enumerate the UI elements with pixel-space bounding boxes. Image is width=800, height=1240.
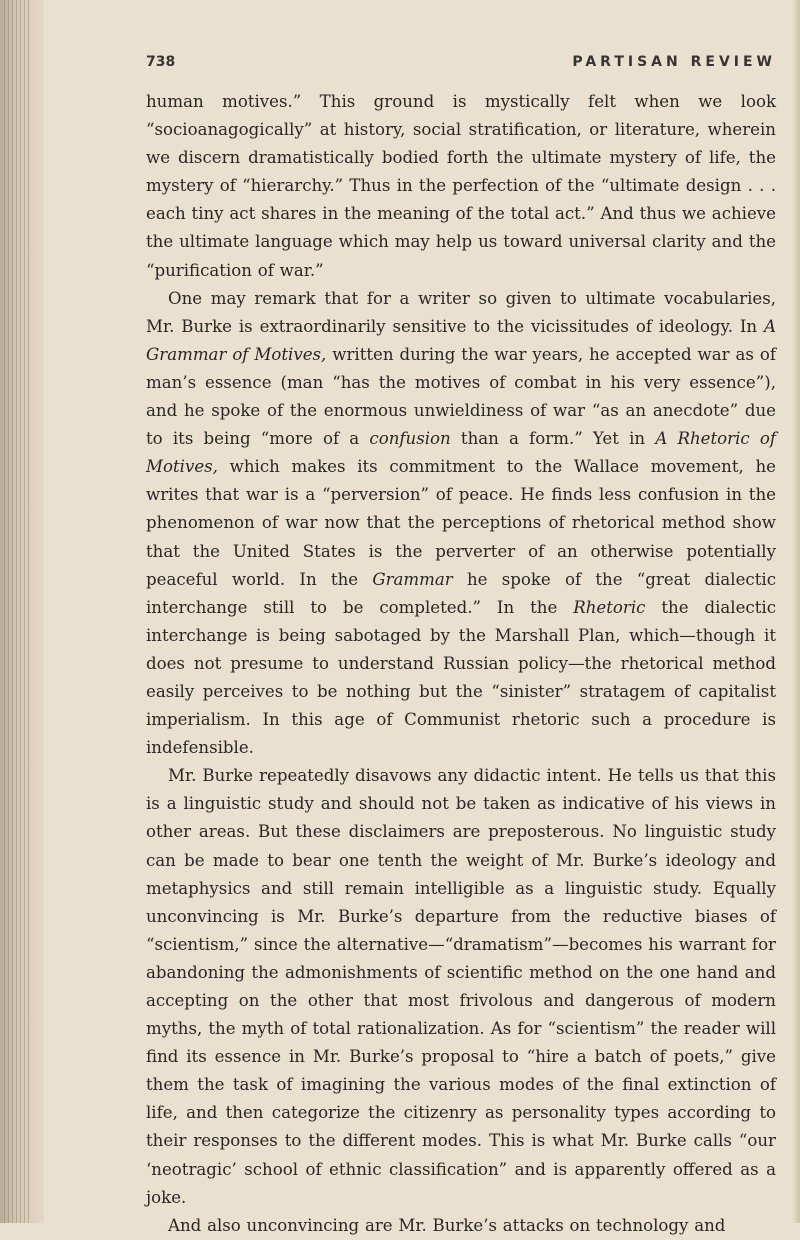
text-run: One may remark that for a writer so given to ultimate vocabularies, Mr. Burke is extraordinarily sensitive to the vicissitudes of ideology. In — [146, 288, 776, 336]
running-head — [146, 54, 776, 70]
text-run: he spoke of the “great dialectic interchange still to be completed.” In the — [146, 569, 776, 617]
text-run: written during the war years, he accepted war as of man’s essence (man “has the motives of combat in his very essence”), and he spoke of the enormous unwieldiness of war “as an anecdote” due to its being “more of a — [146, 344, 776, 449]
italic-title: Rhetoric — [573, 597, 646, 617]
text-run: which makes its commitment to the Wallace movement, he writes that war is a “perversion” of peace. He finds less confusion in the phenomenon of war now that the perceptions of rhetorical method show that the United States is the perverter of an otherwise potentially peaceful world. In the — [146, 457, 776, 589]
paragraph — [146, 1212, 776, 1240]
page-number: 738 — [146, 54, 176, 70]
italic-title: confusion — [369, 429, 451, 449]
paragraph — [146, 88, 776, 285]
text-run: the dialectic interchange is being sabotaged by the Marshall Plan, which—though it does not presume to understand Russian policy—the rhetorical method easily perceives to be nothing but the “sinister” stratagem of capitalist imperialism. In this age of Communist rhetoric such a procedure is indefensible. — [146, 597, 776, 758]
italic-title: Grammar — [372, 569, 453, 589]
italic-title: A Rhetoric of Motives, — [146, 429, 777, 477]
page-edge — [792, 0, 800, 1223]
body-text — [146, 88, 776, 1240]
binding-texture — [4, 0, 32, 1223]
italic-title: A Grammar of Motives, — [146, 316, 776, 364]
text-run: And also unconvincing are Mr. Burke’s attacks on technology and — [168, 1215, 726, 1235]
text-run: Mr. Burke repeatedly disavows any didactic intent. He tells us that this is a linguistic study and should not be taken as indicative of his views in other areas. But these disclaimers are preposterous. No linguistic study can be made to bear one tenth the weight of Mr. Burke’s ideology and metaphysics and still remain intelligible as a linguistic study. Equally unconvincing is Mr. Burke’s departure from the reductive biases of “scientism,” since the alternative—“dramatism”—becomes his warrant for abandoning the admonishments of scientific method on the one hand and accepting on the other that most frivolous and dangerous of modern myths, the myth of total rationalization. As for “scientism” the reader will find its essence in Mr. Burke’s proposal to “hire a batch of poets,” give them the task of imagining the various modes of the final extinction of life, and then categorize the citizenry as personality types according to their responses to the different modes. This is what Mr. Burke calls “our ‘neotragic’ school of ethnic classification” and is apparently offered as a joke. — [146, 766, 776, 1207]
binding-gutter — [0, 0, 44, 1223]
paragraph — [146, 762, 776, 1212]
paragraph — [146, 285, 776, 763]
book-page — [146, 54, 776, 1240]
journal-title: PARTISAN REVIEW — [572, 54, 776, 70]
text-run: than a form.” Yet in — [450, 429, 656, 449]
text-run: human motives.” This ground is mystically felt when we look “socioanagogically” at history, social stratification, or literature, wherein we discern dramatistically bodied forth the ultimate mystery of life, the mystery of “hierarchy.” Thus in the perfection of the “ultimate design . . . each tiny act shares in the meaning of the total act.” And thus we achieve the ultimate language which may help us toward universal clarity and the “purification of war.” — [146, 92, 776, 280]
